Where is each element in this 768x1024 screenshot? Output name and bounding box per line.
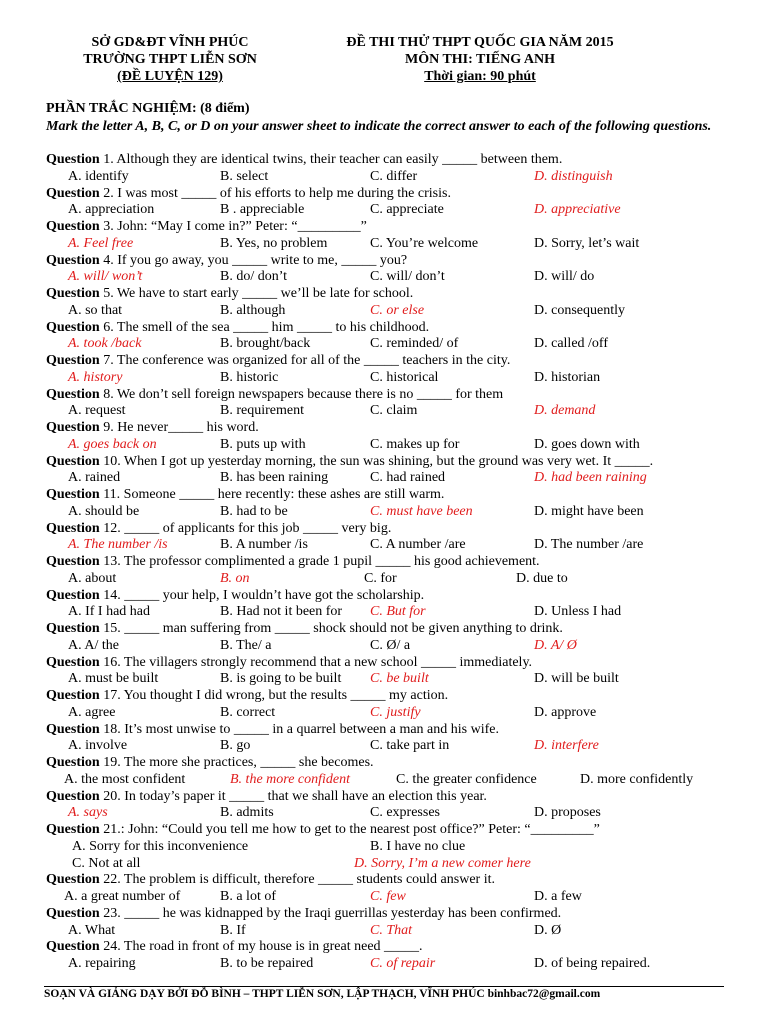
question-label: Question (46, 520, 100, 536)
answer-option[interactable]: C. appreciate (370, 202, 444, 218)
school-name: TRƯỜNG THPT LIỄN SƠN (83, 52, 257, 67)
question-text: . The conference was organized for all of the _____ teachers in the city. (110, 353, 511, 368)
question-text: .: John: “Could you tell me how to get to the nearest post office?” Peter: “_________” (117, 822, 600, 837)
question-stem (46, 755, 746, 772)
answer-option[interactable]: C. of repair (370, 956, 436, 971)
question-label: Question (46, 252, 100, 268)
answer-option[interactable]: B. had to be (220, 503, 288, 519)
answer-option[interactable]: C. historical (370, 369, 439, 385)
question-label: Question (46, 420, 100, 435)
question-label: Question (46, 185, 100, 201)
question-label: Question (46, 353, 100, 368)
question-stem (46, 621, 746, 638)
option-row (46, 370, 746, 387)
option-row (46, 772, 746, 789)
answer-option[interactable]: A. took /back (68, 336, 142, 352)
option-row (46, 923, 746, 940)
question-number: 10 (103, 453, 118, 469)
answer-option[interactable]: A. Feel free (68, 235, 134, 251)
exam-title: ĐỀ THI THỬ THPT QUỐC GIA NĂM 2015 (346, 35, 614, 50)
answer-option[interactable]: B. on (220, 570, 250, 586)
question-stem (46, 822, 746, 839)
option-row (46, 537, 746, 554)
question-number: 12 (103, 520, 118, 536)
option-row (46, 805, 746, 822)
answer-option[interactable]: B. brought/back (220, 336, 311, 352)
answer-option[interactable]: C. take part in (370, 738, 450, 754)
answer-option[interactable]: C. had rained (370, 470, 446, 486)
question-label: Question (46, 688, 100, 703)
option-row (46, 470, 746, 487)
answer-option[interactable]: D. due to (516, 570, 568, 586)
answer-option[interactable]: B. requirement (220, 403, 304, 419)
school-header (60, 34, 280, 85)
answer-option[interactable]: A. agree (68, 704, 116, 720)
option-row (46, 303, 746, 320)
answer-option[interactable]: C. But for (370, 604, 426, 620)
question-text: . We don’t sell foreign newspapers because there is no _____ for them (110, 386, 504, 402)
answer-option[interactable]: C. Not at all (72, 855, 141, 871)
option-row (46, 839, 746, 856)
answer-option[interactable]: A. goes back on (68, 436, 157, 452)
exam-duration: Thời gian: 90 phút (424, 69, 536, 84)
question-stem (46, 487, 746, 504)
answer-option[interactable]: B. historic (220, 369, 279, 385)
answer-option[interactable]: D. Sorry, let’s wait (534, 235, 640, 251)
answer-option[interactable]: C. be built (370, 671, 429, 687)
answer-option[interactable]: D. A/ Ø (534, 637, 577, 653)
question-stem (46, 722, 746, 739)
question-number: 19 (103, 755, 118, 770)
answer-option[interactable]: A. will/ won’t (68, 269, 143, 285)
question-label: Question (46, 721, 100, 737)
question-label: Question (46, 286, 100, 301)
question-text: . Although they are identical twins, their teacher can easily _____ between them. (110, 152, 563, 167)
answer-option[interactable]: D. had been raining (534, 470, 647, 486)
question-stem (46, 286, 746, 303)
question-number: 1 (103, 152, 111, 167)
question-stem (46, 387, 746, 404)
answer-option[interactable]: D. distinguish (534, 168, 613, 184)
question-text: . _____ he was kidnapped by the Iraqi guerrillas yesterday has been confirmed. (117, 905, 562, 921)
question-stem (46, 320, 746, 337)
question-label: Question (46, 755, 100, 770)
question-stem (46, 655, 746, 672)
footer-credit: SOẠN VÀ GIẢNG DẠY BỞI ĐỖ BÌNH – THPT LIỄN SƠN, LẬP THẠCH, VĨNH PHÚC binhbac72@gmail.com (44, 986, 724, 1000)
answer-option[interactable]: B. Had not it been for (220, 604, 343, 620)
answer-option[interactable]: D. will/ do (534, 269, 595, 285)
option-row (46, 169, 746, 186)
question-stem (46, 872, 746, 889)
answer-option[interactable]: D. Ø (534, 922, 562, 938)
answer-option[interactable]: B. If (220, 922, 246, 938)
question-text: . The more she practices, _____ she becomes. (117, 755, 374, 770)
question-stem (46, 688, 746, 705)
answer-option[interactable]: B. correct (220, 704, 276, 720)
question-text: . It’s most unwise to _____ in a quarrel between a man and his wife. (117, 721, 499, 737)
answer-option[interactable]: B. The/ a (220, 637, 272, 653)
question-text: . The road in front of my house is in great need _____. (117, 939, 423, 955)
answer-option[interactable]: A. If I had had (68, 604, 151, 620)
question-label: Question (46, 319, 100, 335)
answer-option[interactable]: D. historian (534, 369, 601, 385)
question-text: . If you go away, you _____ write to me, _____ you? (110, 252, 408, 268)
answer-option[interactable]: D. Unless I had (534, 604, 622, 620)
answer-option[interactable]: B. although (220, 302, 286, 318)
section-title: PHẦN TRẮC NGHIỆM: (8 điểm) (46, 101, 250, 116)
answer-option[interactable]: D. goes down with (534, 436, 640, 452)
answer-option[interactable]: C. justify (370, 704, 421, 720)
answer-option[interactable]: C. reminded/ of (370, 336, 459, 352)
answer-option[interactable]: D. approve (534, 704, 597, 720)
answer-option[interactable]: B. has been raining (220, 470, 329, 486)
question-number: 17 (103, 688, 118, 703)
answer-option[interactable]: B. I have no clue (370, 838, 466, 854)
question-number: 7 (103, 353, 111, 368)
question-number: 24 (103, 939, 118, 955)
answer-option[interactable]: C. must have been (370, 503, 473, 519)
question-text: . _____ man suffering from _____ shock should not be given anything to drink. (117, 621, 563, 636)
option-row (46, 956, 746, 973)
question-label: Question (46, 872, 100, 888)
answer-option[interactable]: A. history (68, 369, 123, 385)
answer-option[interactable]: B. admits (220, 805, 274, 821)
question-number: 14 (103, 587, 118, 603)
question-stem (46, 219, 746, 236)
question-label: Question (46, 487, 100, 502)
answer-option[interactable]: A. repairing (68, 956, 136, 971)
answer-option[interactable]: B. the more confident (230, 771, 351, 787)
answer-option[interactable]: B. A number /is (220, 537, 308, 553)
question-stem (46, 253, 746, 270)
question-number: 15 (103, 621, 118, 636)
answer-option[interactable]: B. Yes, no problem (220, 235, 328, 251)
question-number: 9 (103, 420, 111, 435)
option-row (46, 403, 746, 420)
question-number: 11 (103, 487, 117, 502)
question-stem (46, 554, 746, 571)
question-text: . He never_____ his word. (110, 420, 259, 435)
question-text: . Someone _____ here recently: these ashes are still warm. (116, 487, 445, 502)
answer-option[interactable]: B. to be repaired (220, 956, 314, 971)
question-text: . When I got up yesterday morning, the sun was shining, but the ground was very wet. It _____. (117, 453, 654, 469)
exam-code: (ĐỀ LUYỆN 129) (117, 69, 223, 84)
department-name: SỞ GD&ĐT VĨNH PHÚC (91, 35, 249, 50)
exam-subject: MÔN THI: TIẾNG ANH (404, 52, 555, 67)
question-stem (46, 588, 746, 605)
question-label: Question (46, 654, 100, 670)
question-label: Question (46, 621, 100, 636)
question-stem (46, 152, 746, 169)
question-stem (46, 521, 746, 538)
question-text: . The villagers strongly recommend that a new school _____ immediately. (117, 654, 533, 670)
option-row (46, 856, 746, 873)
question-number: 13 (103, 554, 118, 569)
answer-option[interactable]: B. puts up with (220, 436, 306, 452)
answer-option[interactable]: C. That (370, 922, 413, 938)
question-number: 3 (103, 219, 111, 234)
answer-option[interactable]: C. A number /are (370, 537, 466, 553)
question-number: 22 (103, 872, 118, 888)
question-label: Question (46, 453, 100, 469)
exam-header (325, 34, 635, 85)
answer-option[interactable]: B. go (220, 738, 251, 754)
answer-option[interactable]: A. must be built (68, 671, 159, 687)
answer-option[interactable]: B. select (220, 168, 269, 184)
question-number: 23 (103, 905, 118, 921)
answer-option[interactable]: A. says (68, 805, 108, 821)
option-row (46, 269, 746, 286)
answer-option[interactable]: B . appreciable (220, 202, 305, 218)
question-number: 20 (103, 788, 118, 804)
option-row (46, 638, 746, 655)
answer-option[interactable]: A. What (68, 922, 116, 938)
answer-option[interactable]: C. claim (370, 403, 418, 419)
answer-option[interactable]: A. A/ the (68, 637, 119, 653)
question-stem (46, 420, 746, 437)
question-number: 5 (103, 286, 111, 301)
option-row (46, 604, 746, 621)
option-row (46, 571, 746, 588)
option-row (46, 671, 746, 688)
question-text: . The professor complimented a grade 1 pupil _____ his good achievement. (117, 554, 540, 569)
answer-option[interactable]: B. a lot of (220, 889, 276, 904)
question-label: Question (46, 939, 100, 955)
answer-option[interactable]: D. Sorry, I’m a new comer here (354, 855, 531, 871)
question-label: Question (46, 219, 100, 234)
option-row (46, 738, 746, 755)
answer-option[interactable]: C. few (370, 889, 406, 904)
answer-option[interactable]: D. will be built (534, 671, 619, 687)
question-number: 2 (103, 185, 111, 201)
answer-option[interactable]: A. should be (68, 503, 140, 519)
option-row (46, 504, 746, 521)
answer-option[interactable]: C. expresses (370, 805, 440, 821)
question-label: Question (46, 554, 100, 569)
answer-option[interactable]: C. for (364, 570, 397, 586)
question-stem (46, 789, 746, 806)
question-stem (46, 353, 746, 370)
answer-option[interactable]: C. You’re welcome (370, 235, 479, 251)
answer-option[interactable]: D. might have been (534, 503, 644, 519)
question-text: . _____ of applicants for this job _____ very big. (117, 520, 392, 536)
answer-option[interactable]: B. is going to be built (220, 671, 342, 687)
question-label: Question (46, 822, 100, 837)
answer-option[interactable]: A. appreciation (68, 202, 155, 218)
question-label: Question (46, 788, 100, 804)
question-text: . We have to start early _____ we’ll be late for school. (110, 286, 414, 301)
question-number: 21 (103, 822, 118, 837)
question-label: Question (46, 587, 100, 603)
answer-option[interactable]: A. The number /is (68, 537, 168, 553)
question-stem (46, 454, 746, 471)
answer-option[interactable]: D. appreciative (534, 202, 621, 218)
answer-option[interactable]: D. a few (534, 889, 582, 904)
answer-option[interactable]: D. of being repaired. (534, 956, 651, 971)
question-text: . The smell of the sea _____ him _____ to his childhood. (110, 319, 430, 335)
question-label: Question (46, 905, 100, 921)
instruction-text: Mark the letter A, B, C, or D on your answer sheet to indicate the correct answer to each of the following questions. (46, 119, 712, 134)
question-number: 4 (103, 252, 111, 268)
question-text: . _____ your help, I wouldn’t have got the scholarship. (117, 587, 425, 603)
answer-option[interactable]: B. do/ don’t (220, 269, 288, 285)
answer-option[interactable]: D. called /off (534, 336, 608, 352)
answer-option[interactable]: A. identify (68, 168, 129, 184)
question-number: 16 (103, 654, 118, 670)
question-stem (46, 906, 746, 923)
question-label: Question (46, 152, 100, 167)
question-text: . In today’s paper it _____ that we shall have an election this year. (117, 788, 487, 804)
answer-option[interactable]: A. so that (68, 302, 123, 318)
answer-option[interactable]: C. or else (370, 302, 425, 318)
option-row (46, 202, 746, 219)
answer-option[interactable]: A. involve (68, 738, 128, 754)
option-row (46, 889, 746, 906)
question-stem (46, 939, 746, 956)
answer-option[interactable]: D. interfere (534, 738, 599, 754)
question-text: . John: “May I come in?” Peter: “_________” (110, 219, 367, 234)
answer-option[interactable]: C. makes up for (370, 436, 460, 452)
question-number: 6 (103, 319, 111, 335)
question-list (46, 152, 746, 973)
answer-option[interactable]: C. Ø/ a (370, 637, 411, 653)
answer-option[interactable]: C. will/ don’t (370, 269, 445, 285)
question-label: Question (46, 386, 100, 402)
question-text: . You thought I did wrong, but the results _____ my action. (117, 688, 449, 703)
answer-option[interactable]: A. request (68, 403, 126, 419)
answer-option[interactable]: A. the most confident (64, 771, 186, 787)
option-row (46, 437, 746, 454)
answer-option[interactable]: D. The number /are (534, 537, 644, 553)
answer-option[interactable]: D. more confidently (580, 771, 694, 787)
question-text: . The problem is difficult, therefore _____ students could answer it. (117, 872, 495, 888)
answer-option[interactable]: D. demand (534, 403, 596, 419)
option-row (46, 336, 746, 353)
answer-option[interactable]: D. consequently (534, 302, 625, 318)
answer-option[interactable]: C. the greater confidence (396, 771, 537, 787)
answer-option[interactable]: A. rained (68, 470, 121, 486)
answer-option[interactable]: A. Sorry for this inconvenience (72, 838, 249, 854)
option-row (46, 705, 746, 722)
question-number: 18 (103, 721, 118, 737)
answer-option[interactable]: A. a great number of (64, 889, 181, 904)
answer-option[interactable]: A. about (68, 570, 117, 586)
question-number: 8 (103, 386, 111, 402)
answer-option[interactable]: D. proposes (534, 805, 601, 821)
option-row (46, 236, 746, 253)
question-stem (46, 186, 746, 203)
question-text: . I was most _____ of his efforts to help me during the crisis. (110, 185, 451, 201)
answer-option[interactable]: C. differ (370, 168, 418, 184)
